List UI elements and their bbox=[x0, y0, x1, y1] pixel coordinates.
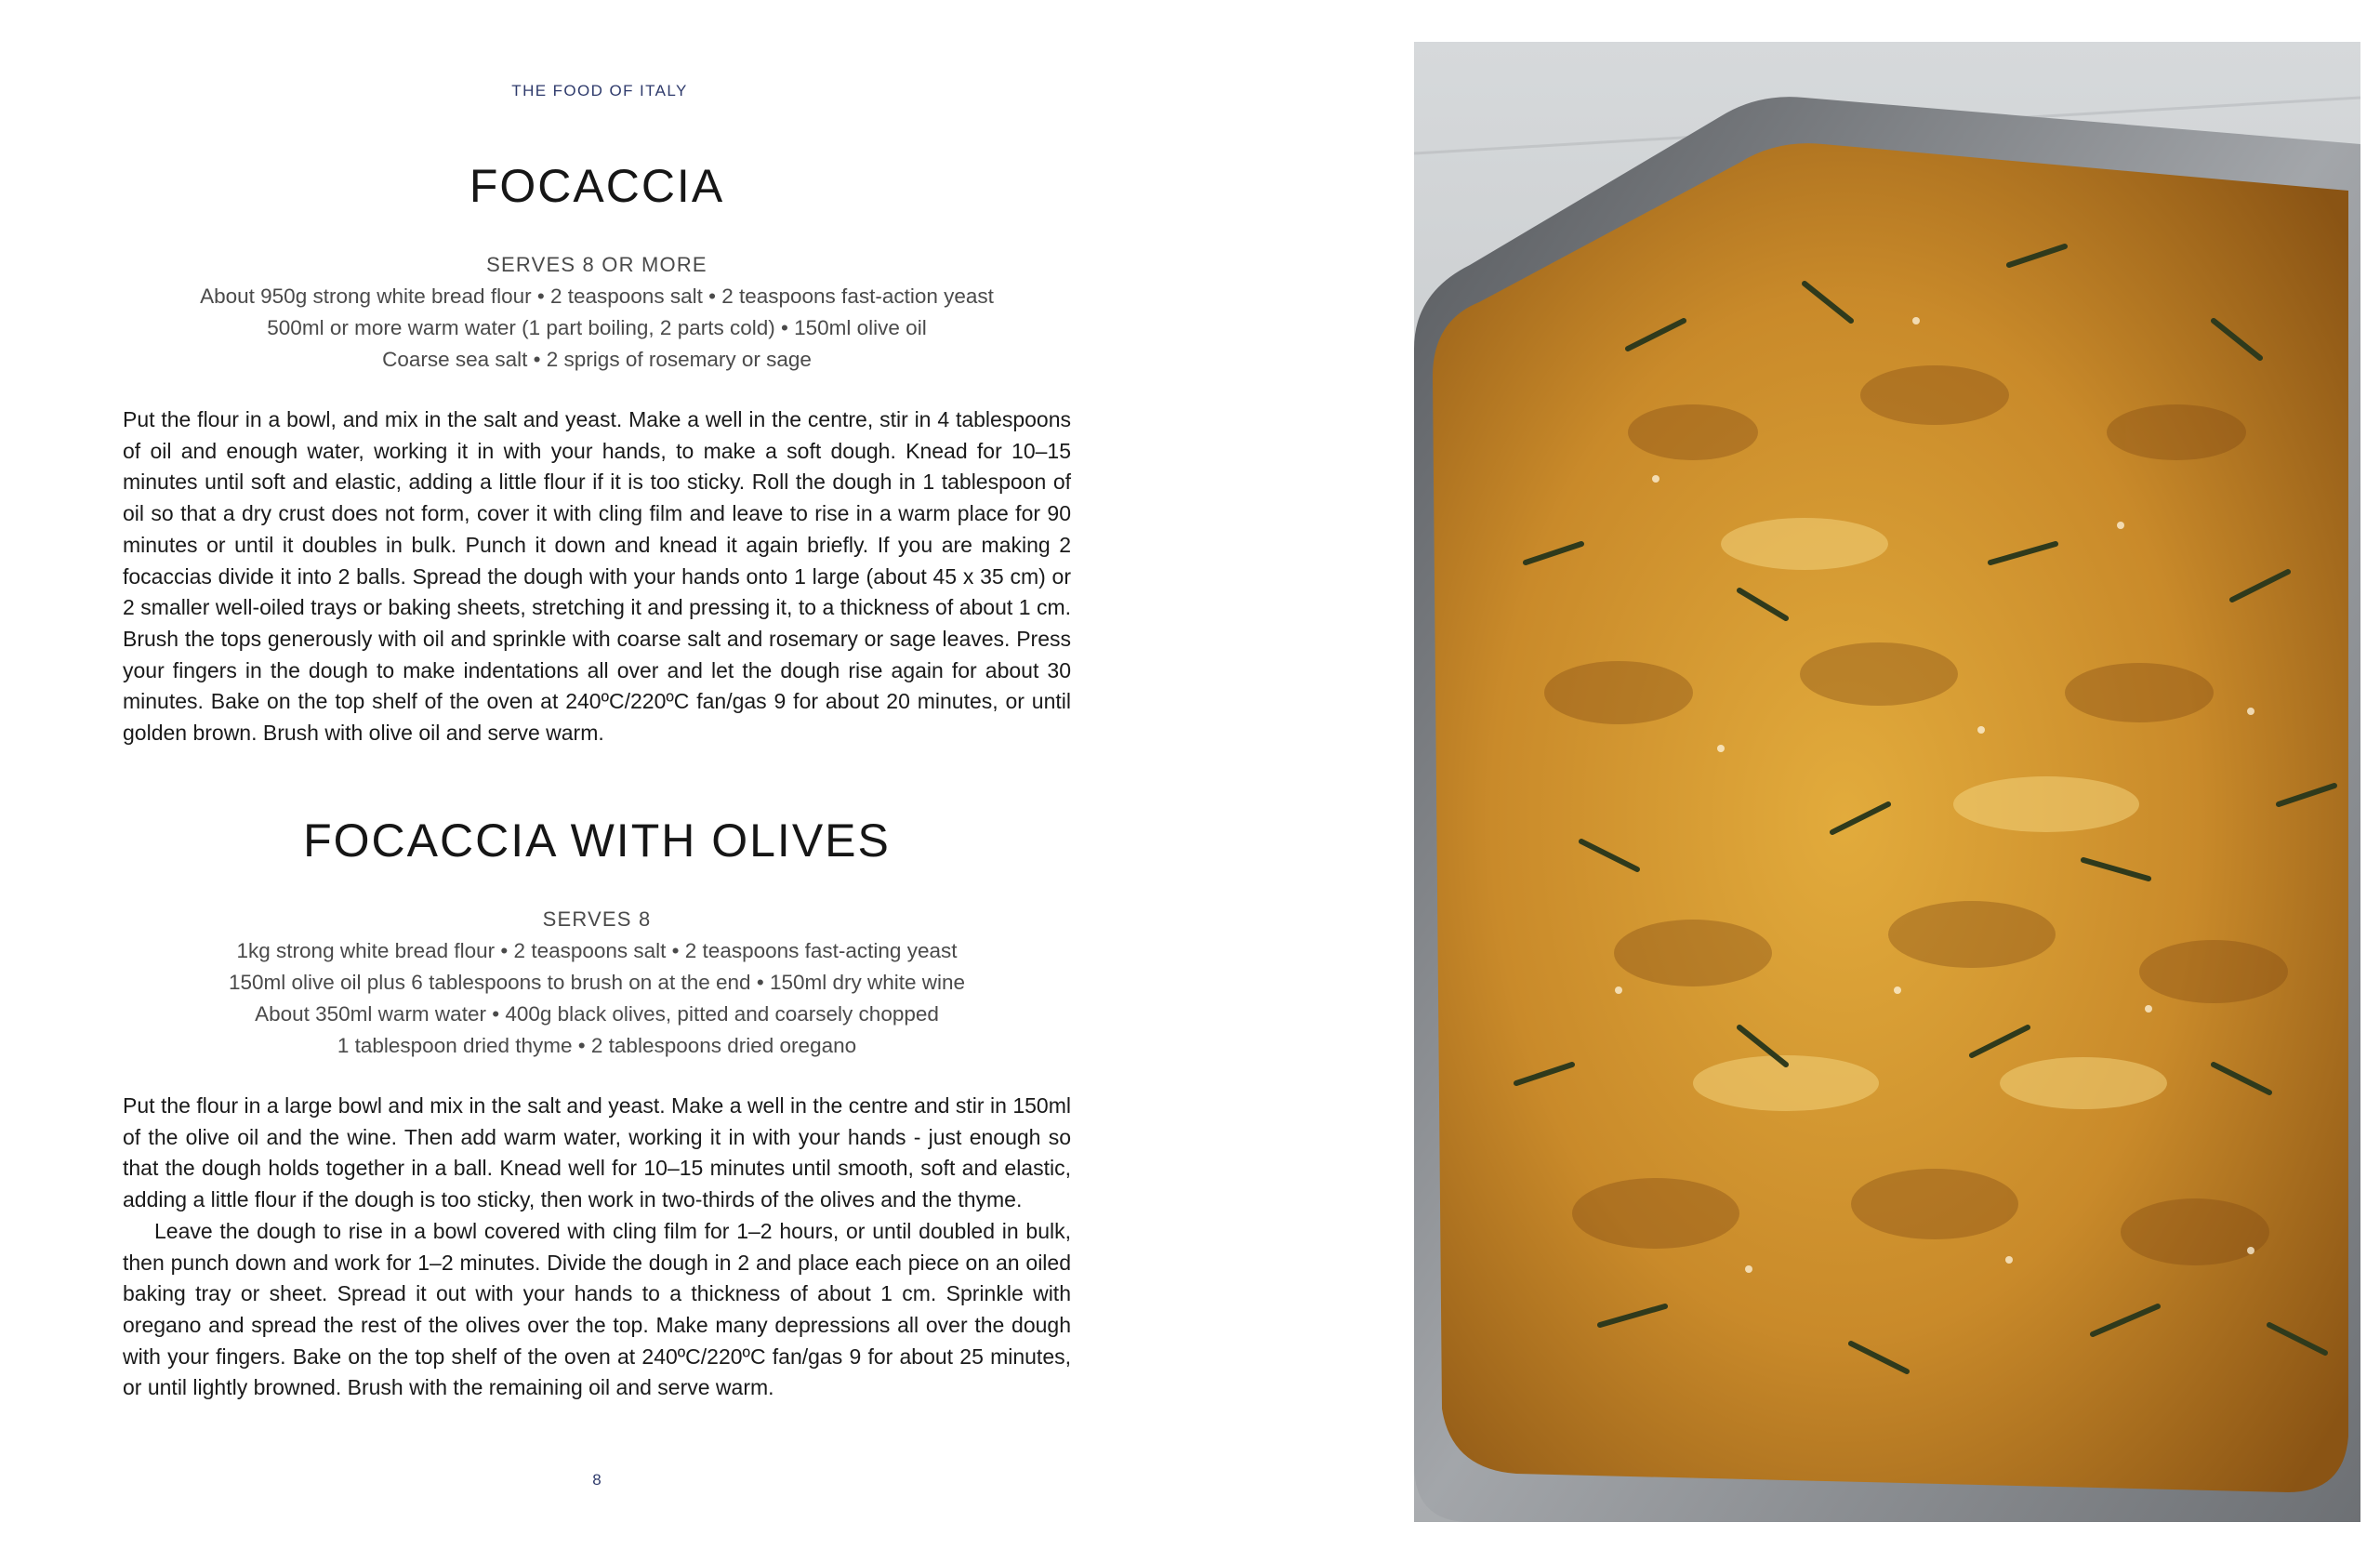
focaccia-photo bbox=[1414, 42, 2360, 1522]
ingredient-line: 1kg strong white bread flour • 2 teaspoons salt • 2 teaspoons fast-acting yeast bbox=[236, 939, 958, 962]
method-paragraph: Put the flour in a bowl, and mix in the salt and yeast. Make a well in the centre, stir in 4 tablespoons of oil and enough water, working it in with your hands, to make a soft dough. Knead for 10–15 minutes until soft and elastic, adding a little flour if it is too sticky. Roll the dough in 1 tablespoon of oil so that a dry crust does not form, cover it with cling film and leave to rise in a warm place for 90 minutes or until it doubles in bulk. Punch it down and knead it again briefly. If you are making 2 focaccias divide it into 2 balls. Spread the dough with your hands onto 1 large (about 45 x 35 cm) or 2 smaller well-oiled trays or baking sheets, stretching it and pressing it, to a thickness of about 1 cm. Brush the tops generously with oil and sprinkle with coarse salt and rosemary or sage leaves. Press your fingers in the dough to make indentations all over and let the dough rise again for about 30 minutes. Bake on the top shelf of the oven at 240ºC/220ºC fan/gas 9 for about 20 minutes, or until golden brown. Brush with olive oil and serve warm. bbox=[123, 407, 1071, 746]
running-head: THE FOOD OF ITALY bbox=[511, 82, 688, 99]
recipe-title: FOCACCIA WITH OLIVES bbox=[303, 814, 891, 867]
serves-line: SERVES 8 OR MORE bbox=[486, 253, 707, 276]
method-paragraph: Leave the dough to rise in a bowl covered with cling film for 1–2 hours, or until doubled in bulk, then punch down and work for 1–2 minutes. Divide the dough in 2 and place each piece on an oiled baking tray or sheet. Spread it out with your hands to a thickness of about 1 cm. Sprinkle with oregano and spread the rest of the olives over the top. Make many depressions all over the dough with your fingers. Bake on the top shelf of the oven at 240ºC/220ºC fan/gas 9 for about 25 minutes, or until lightly browned. Brush with the remaining oil and serve warm. bbox=[123, 1218, 1071, 1400]
recipe-focaccia-with-olives bbox=[123, 811, 1071, 1404]
method-text bbox=[123, 1091, 1071, 1404]
ingredient-line: Coarse sea salt • 2 sprigs of rosemary or sage bbox=[382, 348, 812, 371]
method-paragraph: Put the flour in a large bowl and mix in the salt and yeast. Make a well in the centre and stir in 150ml of the olive oil and the wine. Then add warm water, working it in with your hands - just enough so that the dough holds together in a ball. Knead well for 10–15 minutes until smooth, soft and elastic, adding a little flour if the dough is too sticky, then work in two-thirds of the olives and the thyme. bbox=[123, 1093, 1071, 1212]
ingredients-list bbox=[123, 935, 1071, 1062]
ingredient-line: About 350ml warm water • 400g black olives, pitted and coarsely chopped bbox=[255, 1002, 939, 1026]
recipe-title: FOCACCIA bbox=[469, 160, 725, 212]
ingredient-line: 150ml olive oil plus 6 tablespoons to brush on at the end • 150ml dry white wine bbox=[228, 971, 966, 994]
focaccia-bread bbox=[1433, 143, 2348, 1492]
recipe-focaccia bbox=[123, 156, 1071, 749]
ingredients-list bbox=[123, 281, 1071, 376]
page-number: 8 bbox=[592, 1471, 602, 1489]
ingredient-line: 500ml or more warm water (1 part boiling, 2 parts cold) • 150ml olive oil bbox=[267, 316, 927, 339]
ingredient-line: 1 tablespoon dried thyme • 2 tablespoons dried oregano bbox=[337, 1034, 857, 1057]
serves-line: SERVES 8 bbox=[542, 907, 652, 931]
ingredient-line: About 950g strong white bread flour • 2 teaspoons salt • 2 teaspoons fast-action yeast bbox=[200, 285, 994, 308]
method-text bbox=[123, 404, 1071, 749]
focaccia-illustration bbox=[1414, 42, 2360, 1522]
